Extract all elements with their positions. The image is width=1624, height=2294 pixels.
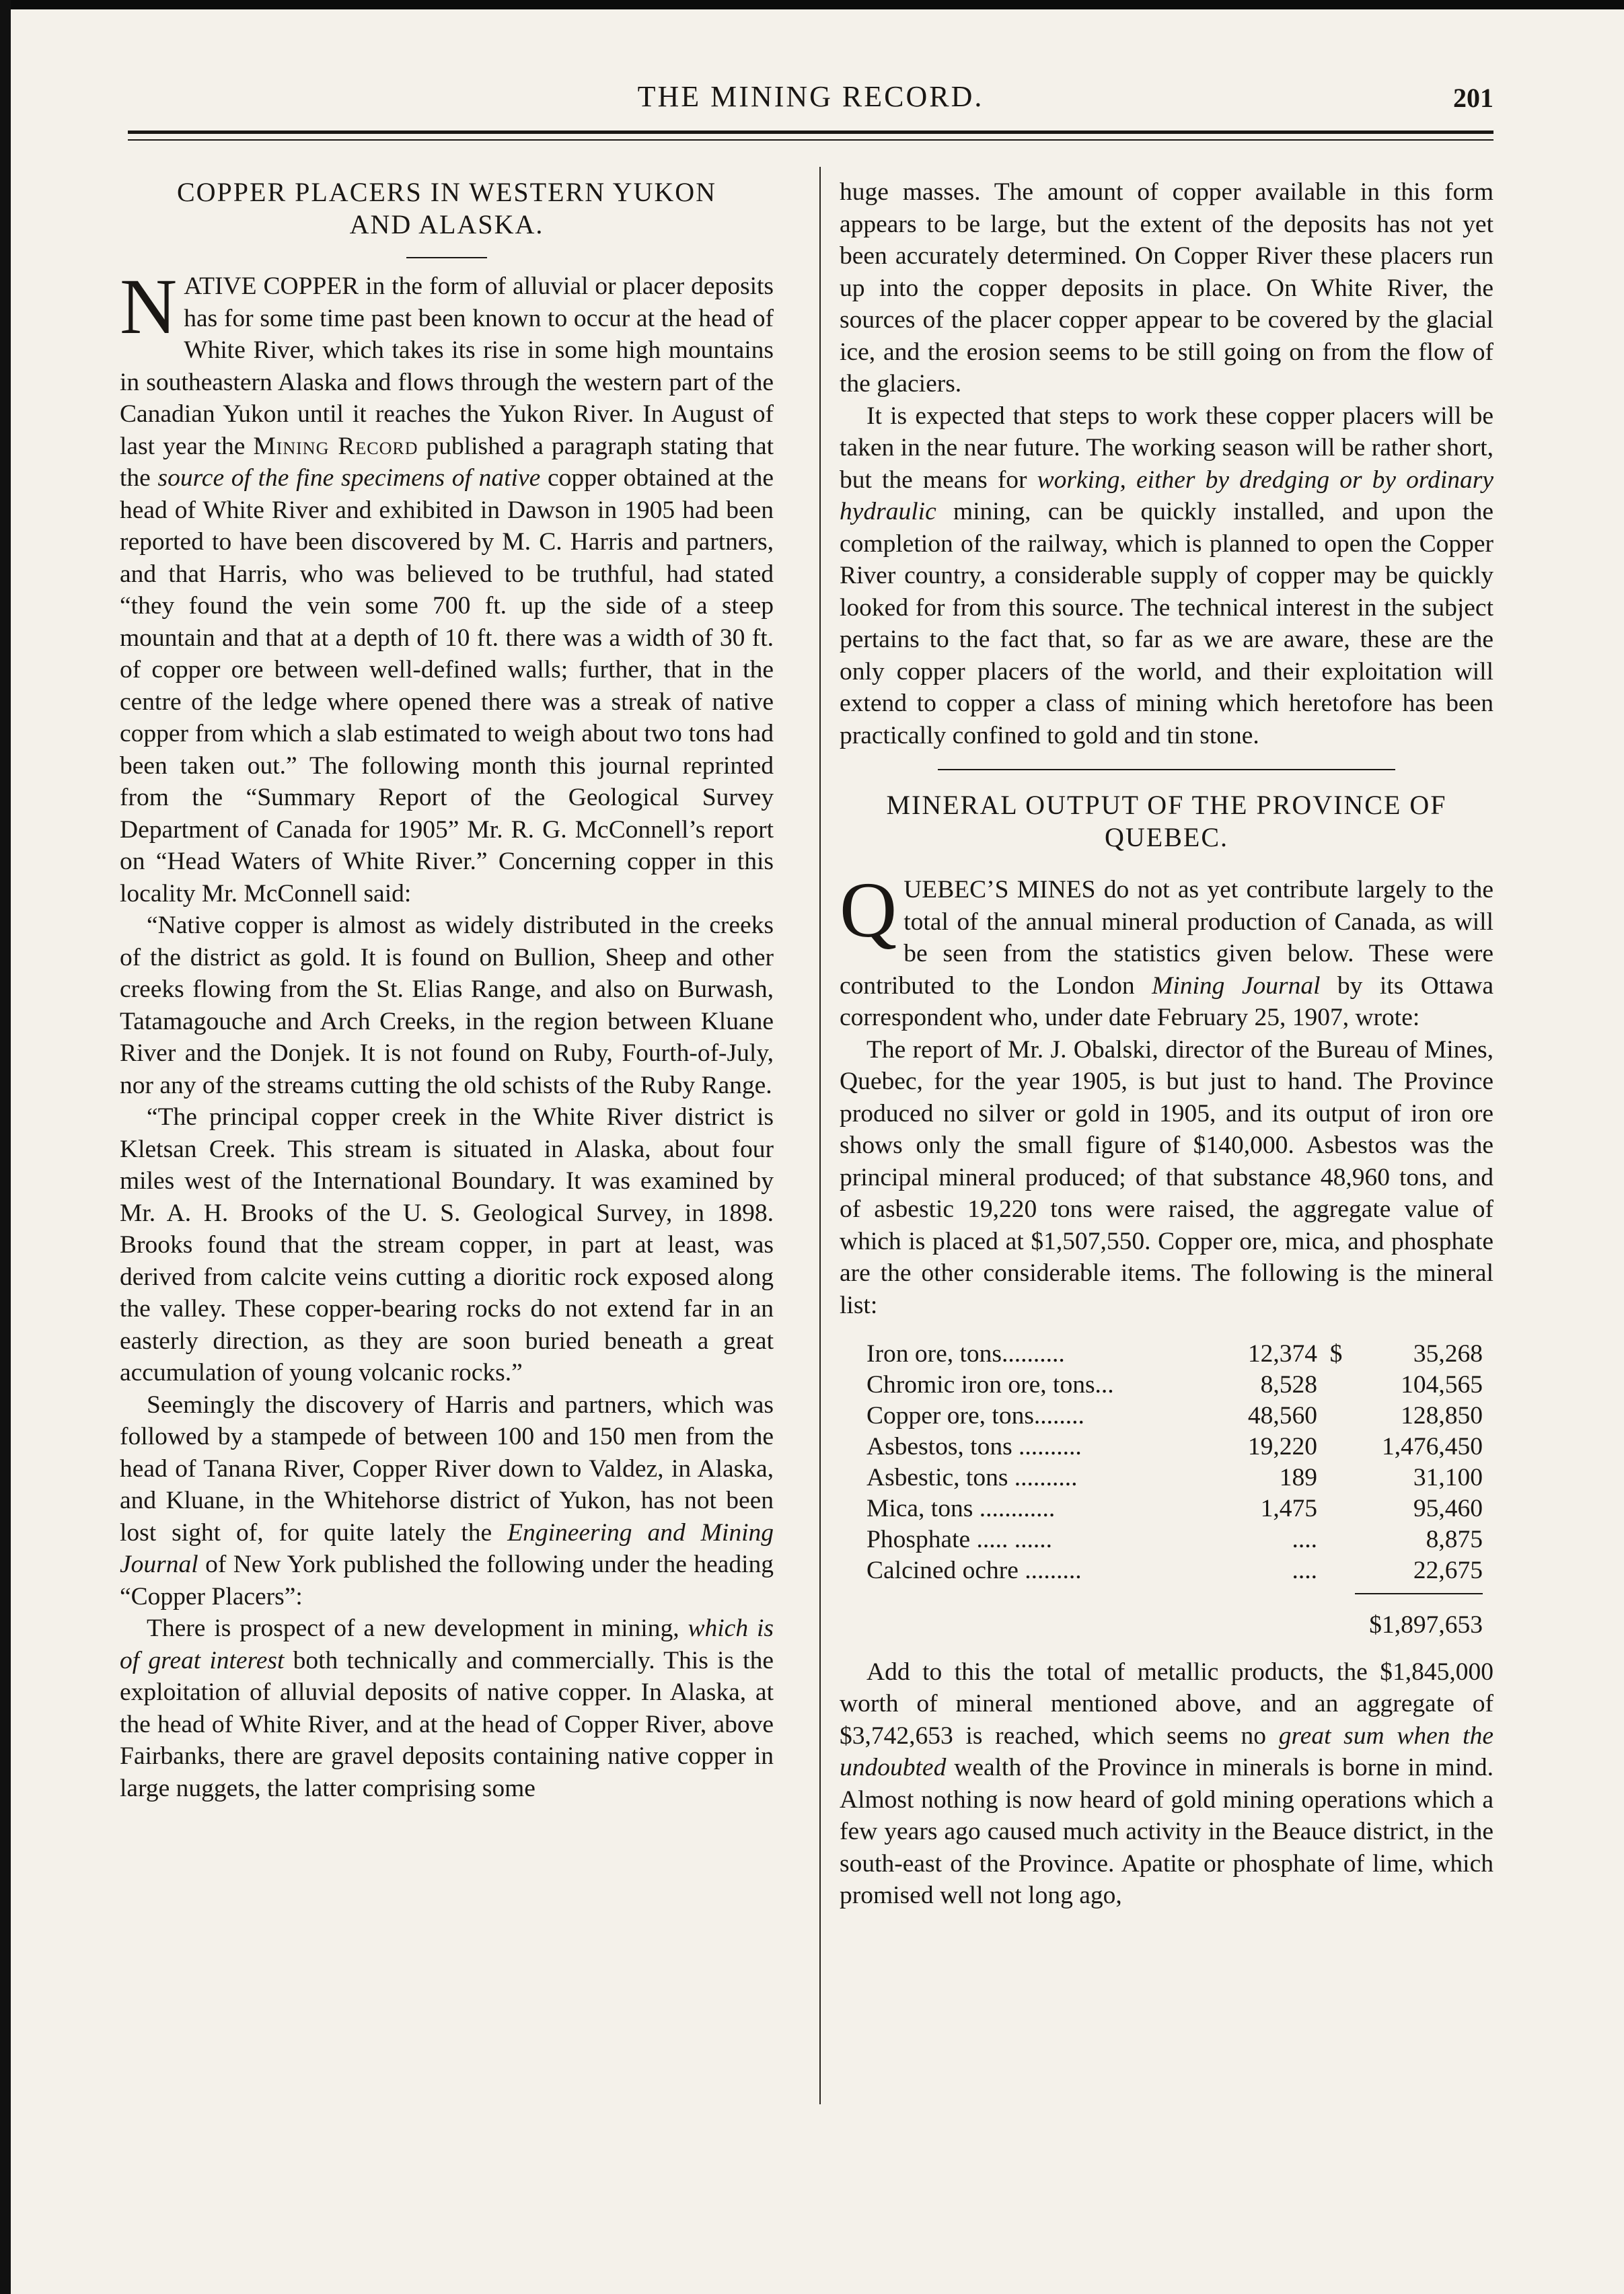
- mineral-total: $1,897,653: [1369, 1611, 1483, 1639]
- mineral-row: [840, 1370, 1493, 1401]
- article1-p7-italic: working, either by dredging or by ordinary hydraulic: [840, 466, 1493, 525]
- mineral-row: [840, 1524, 1493, 1555]
- mineral-item: Copper ore, tons........: [866, 1402, 1084, 1430]
- mineral-currency: [1317, 1370, 1355, 1401]
- article1-title: [120, 176, 774, 241]
- column-divider: [819, 167, 821, 2104]
- header-rule-thick: [128, 131, 1493, 134]
- article1-paragraph-2: “Native copper is almost as widely distributed in the creeks of the district as gold. It is found on Bullion, Sheep and other creeks flowing from the St. Elias Range, and also on Burwash, Tatamagouche and Arch Creeks, in the region between Kluane River and the Donjek. It is not found on Ruby, Fourth-of-July, nor any of the streams cutting the old schists of the Ruby Range.: [120, 912, 774, 1099]
- article1-paragraph-1: [120, 262, 774, 910]
- page-number: 201: [1453, 83, 1493, 113]
- article2-p3-start: Add to this the total of metallic products, the $1,845,000 worth of mineral mentioned above, and an aggregate of $3,742,653 is reached, which seems no: [840, 1658, 1493, 1750]
- mineral-row: [840, 1555, 1493, 1586]
- header-rule-thin: [128, 139, 1493, 141]
- mineral-item: Mica, tons ............: [866, 1495, 1056, 1522]
- article1-p1-start: ATIVE COPPER in the form of alluvial or placer deposits has for some time past been known to occur at the head of White River, which takes its rise in some high mountains in southeastern Alaska and flows through the western part of the Canadian Yukon until it reaches the Yukon River. In August of last year the: [120, 272, 774, 460]
- article1-p5-start: There is prospect of a new development in mining,: [147, 1615, 688, 1642]
- article1-paragraph-6: huge masses. The amount of copper available in this form appears to be large, but the extent of the deposits has not yet been accurately determined. On Copper River these placers run up into the copper deposits in place. On White River, the sources of the placer copper appear to be covered by the glacial ice, and the erosion seems to be still going on from the flow of the glaciers.: [840, 178, 1493, 398]
- total-rule: [1355, 1593, 1483, 1594]
- mineral-item: Chromic iron ore, tons...: [866, 1371, 1114, 1399]
- scan-left-edge: [0, 0, 11, 2294]
- right-column: [840, 176, 1493, 1912]
- article1-paragraph-7: [840, 400, 1493, 752]
- article1-p4-italic: Engineering and Mining Journal: [120, 1518, 774, 1578]
- mineral-value: 95,460: [1413, 1495, 1483, 1522]
- article2-title-line2: QUEBEC.: [1105, 822, 1228, 852]
- article2-title: [840, 789, 1493, 854]
- mineral-item: Calcined ochre .........: [866, 1557, 1082, 1584]
- article1-p4-end: of New York published the following under the heading “Copper Placers”:: [120, 1551, 774, 1611]
- mineral-quantity: 8,528: [1260, 1371, 1317, 1399]
- mineral-currency: [1317, 1555, 1355, 1586]
- article1-p1-mid: published a paragraph stating that the: [120, 432, 774, 492]
- mineral-currency: $: [1329, 1340, 1343, 1368]
- article1-title-line1: COPPER PLACERS IN WESTERN YUKON: [176, 177, 717, 207]
- article2-p1-end: by its Ottawa correspondent who, under date February 25, 1907, wrote:: [840, 971, 1493, 1031]
- mineral-item: Phosphate ..... ......: [866, 1526, 1053, 1553]
- left-column: [120, 176, 774, 1804]
- mineral-value: 35,268: [1413, 1340, 1483, 1368]
- article1-p5-italic: which is of great interest: [120, 1615, 774, 1674]
- article2-p1-italic: Mining Journal: [1152, 971, 1321, 1000]
- article2-paragraph-3: [840, 1656, 1493, 1912]
- article2-p3-end: wealth of the Province in minerals is borne in mind. Almost nothing is now heard of gold mining operations which a few years ago caused much activity in the Beauce district, in the south-east of the Province. Apatite or phosphate of lime, which promised well not long ago,: [840, 1754, 1493, 1909]
- article1-title-rule: [406, 257, 487, 258]
- article1-p7-end: mining, can be quickly installed, and upon the completion of the railway, which is planned to open the Copper River country, a considerable supply of copper may be quickly looked for from this source. The technical interest in the subject pertains to the fact that, so far as we are aware, these are the only copper placers of the world, and their exploitation will extend to copper a class of mining which heretofore has been practically confined to gold and tin stone.: [840, 498, 1493, 749]
- mineral-value: 8,875: [1426, 1526, 1483, 1553]
- mineral-currency: [1317, 1463, 1355, 1493]
- mineral-currency: [1317, 1493, 1355, 1524]
- mineral-value: 104,565: [1401, 1371, 1483, 1399]
- mineral-currency: [1317, 1432, 1355, 1463]
- mineral-row: [840, 1401, 1493, 1432]
- article2-p1-start: UEBEC’S MINES do not as yet contribute largely to the total of the annual mineral production of Canada, as will be seen from the statistics given below. These were contributed to the London: [840, 876, 1493, 1000]
- article1-paragraph-3: “The principal copper creek in the White River district is Kletsan Creek. This stream is situated in Alaska, about four miles west of the International Boundary. It was examined by Mr. A. H. Brooks of the U. S. Geological Survey, in 1898. Brooks found that the stream copper, in part at least, was derived from calcite veins cutting a dioritic rock exposed along the valley. These copper-bearing rocks do not extend far in an easterly direction, as they are soon buried beneath a great accumulation of young volcanic rocks.”: [120, 1103, 774, 1386]
- article1-p1-smallcaps: Mining Record: [253, 432, 418, 460]
- article1-p1-end: copper obtained at the head of White River and exhibited in Dawson in 1905 had been reported to have been discovered by M. C. Harris and partners, and that Harris, who was believed to be truthful, had stated “they found the vein some 700 ft. up the side of a steep mountain and that at a depth of 10 ft. there was a width of 30 ft. of copper ore between well-defined walls; further, that in the centre of the ledge where opened there was a streak of native copper from which a slab estimated to weigh about two tons had been taken out.” The following month this journal reprinted from the “Summary Report of the Geological Survey Department of Canada for 1905” Mr. R. G. McConnell’s report on “Head Waters of White River.” Concerning copper in this locality Mr. McConnell said:: [120, 464, 774, 908]
- mineral-list-table: [840, 1339, 1493, 1600]
- mineral-currency: [1317, 1524, 1355, 1555]
- article1-paragraph-5: [120, 1613, 774, 1804]
- page-header: [128, 79, 1493, 126]
- article2-dropcap: Q: [840, 866, 897, 954]
- article1-dropcap: N: [120, 262, 178, 350]
- article1-paragraph-4: [120, 1389, 774, 1613]
- mineral-quantity: ....: [1292, 1526, 1317, 1553]
- article2-p3-italic: great sum when the undoubted: [840, 1722, 1493, 1781]
- article1-p4-start: Seemingly the discovery of Harris and partners, which was followed by a stampede of between 100 and 150 men from the head of Tanana River, Copper River down to Valdez, in Alaska, and Kluane, in the Whitehorse district of Yukon, has not been lost sight of, for quite lately the: [120, 1391, 774, 1547]
- mineral-row: [840, 1493, 1493, 1524]
- mineral-row: [840, 1432, 1493, 1463]
- mineral-quantity: ....: [1292, 1557, 1317, 1584]
- article-separator-rule: [938, 769, 1395, 770]
- running-title: THE MINING RECORD.: [637, 80, 984, 113]
- mineral-value: 1,476,450: [1382, 1433, 1483, 1460]
- mineral-quantity: 12,374: [1247, 1340, 1317, 1368]
- article1-p1-italic: source of the fine specimens of native: [157, 464, 541, 492]
- mineral-quantity: 19,220: [1247, 1433, 1317, 1460]
- mineral-item: Asbestos, tons ..........: [866, 1433, 1082, 1460]
- mineral-value: 31,100: [1413, 1464, 1483, 1491]
- article2-paragraph-2: The report of Mr. J. Obalski, director of the Bureau of Mines, Quebec, for the year 1905, is but just to hand. The Province produced no silver or gold in 1905, and its output of iron ore shows only the small figure of $140,000. Asbestos was the principal mineral produced; of that substance 48,960 tons, and of asbestic 19,220 tons were raised, the aggregate value of which is placed at $1,507,550. Copper ore, mica, and phosphate are the other considerable items. The following is the mineral list:: [840, 1035, 1493, 1319]
- mineral-currency: [1317, 1401, 1355, 1432]
- mineral-quantity: 48,560: [1247, 1402, 1317, 1430]
- article2-paragraph-1: [840, 866, 1493, 1034]
- mineral-quantity: 189: [1279, 1464, 1317, 1491]
- article1-p5-end: both technically and commercially. This is the exploitation of alluvial deposits of native copper. In Alaska, at the head of White River, and at the head of Copper River, above Fairbanks, there are gravel deposits containing native copper in large nuggets, the latter comprising some: [120, 1646, 774, 1802]
- mineral-row: [840, 1463, 1493, 1493]
- mineral-row: [840, 1339, 1493, 1370]
- article2-title-line1: MINERAL OUTPUT OF THE PROVINCE OF: [886, 790, 1447, 820]
- mineral-quantity: 1,475: [1260, 1495, 1317, 1522]
- mineral-value: 128,850: [1401, 1402, 1483, 1430]
- mineral-item: Iron ore, tons..........: [866, 1340, 1065, 1368]
- mineral-item: Asbestic, tons ..........: [866, 1464, 1078, 1491]
- scan-top-edge: [0, 0, 1624, 9]
- article1-title-line2: AND ALASKA.: [349, 209, 544, 239]
- article1-p7-start: It is expected that steps to work these copper placers will be taken in the near future. The working season will be rather short, but the means for: [840, 402, 1493, 494]
- mineral-value: 22,675: [1413, 1557, 1483, 1584]
